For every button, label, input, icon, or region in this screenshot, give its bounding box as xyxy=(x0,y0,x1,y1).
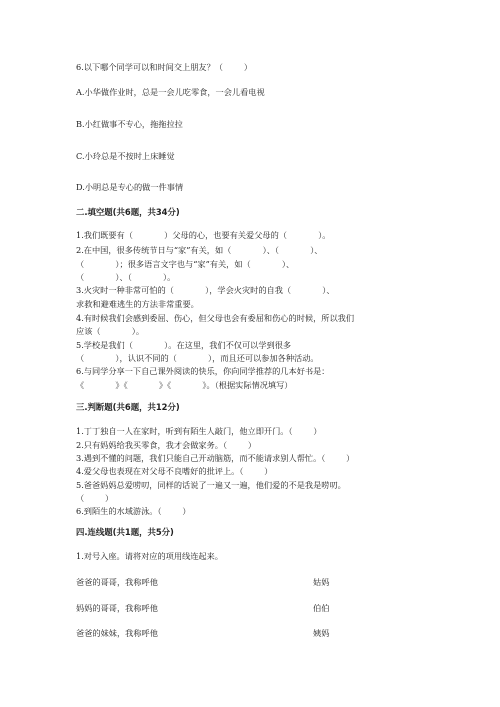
text-line: 6.到陌生的水域游泳。（ ） xyxy=(76,506,191,516)
text-line: 6.与同学分享一下自己课外阅读的快乐，你向同学推荐的几本好书是： xyxy=(76,366,330,376)
section-heading: 三.判断题(共6题，共12分) xyxy=(76,402,180,412)
text-line: 4.爱父母也表现在对父母不良嗜好的批评上。（ ） xyxy=(76,466,273,476)
option-c: C.小玲总是不按时上床睡觉 xyxy=(76,151,175,161)
option-d: D.小明总是专心的做一件事情 xyxy=(76,182,184,192)
text-line: 5.爸爸妈妈总爱唠叨，同样的话说了一遍又一遍，他们爱的不是我是唠叨。 xyxy=(76,480,346,490)
section-heading: 二.填空题(共6题，共34分) xyxy=(76,207,180,217)
option-b: B.小红做事不专心，拖拖拉拉 xyxy=(76,119,183,129)
right-item: 姨妈 xyxy=(313,628,330,638)
text-line: 求救和避难逃生的方法非常重要。 xyxy=(76,299,199,309)
instruction: 1.对号入座。请将对应的项用线连起来。 xyxy=(76,551,223,561)
text-line: 1.我们既要有（ ）父母的心，也要有关爱父母的（ ）。 xyxy=(76,230,331,240)
right-item: 伯伯 xyxy=(313,603,330,613)
text-line: （ ），认识不同的（ ），而且还可以参加各种活动。 xyxy=(76,353,319,363)
text-line: 2.在中国，很多传统节日与“家”有关，如（ ）、（ ）、 xyxy=(76,245,323,255)
left-item: 爸爸的哥哥，我称呼他 xyxy=(76,577,158,587)
text-line: 《 》《 》《 》。（根据实际情况填写） xyxy=(76,380,293,390)
option-a: A.小华做作业时，总是一会儿吃零食，一会儿看电视 xyxy=(76,87,265,97)
text-line: 3.遇到不懂的问题，我们只能自己开动脑筋，而不能请求别人帮忙。（ ） xyxy=(76,453,355,463)
text-line: （ ） xyxy=(76,493,114,503)
left-item: 妈妈的哥哥，我称呼他 xyxy=(76,603,158,613)
text-line: （ ）；很多语言文字也与“家”有关，如（ ）、 xyxy=(76,259,295,269)
text-line: 3.火灾时一种非常可怕的（ ），学会火灾时的自我（ ）、 xyxy=(76,285,335,295)
text-line: 1.丁丁独自一人在家时，听到有陌生人敲门，他立即开门。（ ） xyxy=(76,426,322,436)
question-text: 6.以下哪个同学可以和时间交上朋友？（ ） xyxy=(76,62,253,72)
text-line: 2.只有妈妈给我买零食，我才会做家务。（ ） xyxy=(76,440,257,450)
text-line: 5.学校是我们（ ）。在这里，我们不仅可以学到很多 xyxy=(76,340,292,350)
text-line: （ ）、（ ）。 xyxy=(76,272,176,282)
right-item: 姑妈 xyxy=(313,577,330,587)
left-item: 爸爸的妹妹，我称呼他 xyxy=(76,628,158,638)
section-heading: 四.连线题(共1题，共5分) xyxy=(76,527,174,537)
text-line: 4.有时候我们会感到委屈、伤心，但父母也会有委屈和伤心的时候，所以我们 xyxy=(76,313,355,323)
text-line: 应该（ ）。 xyxy=(76,326,145,336)
